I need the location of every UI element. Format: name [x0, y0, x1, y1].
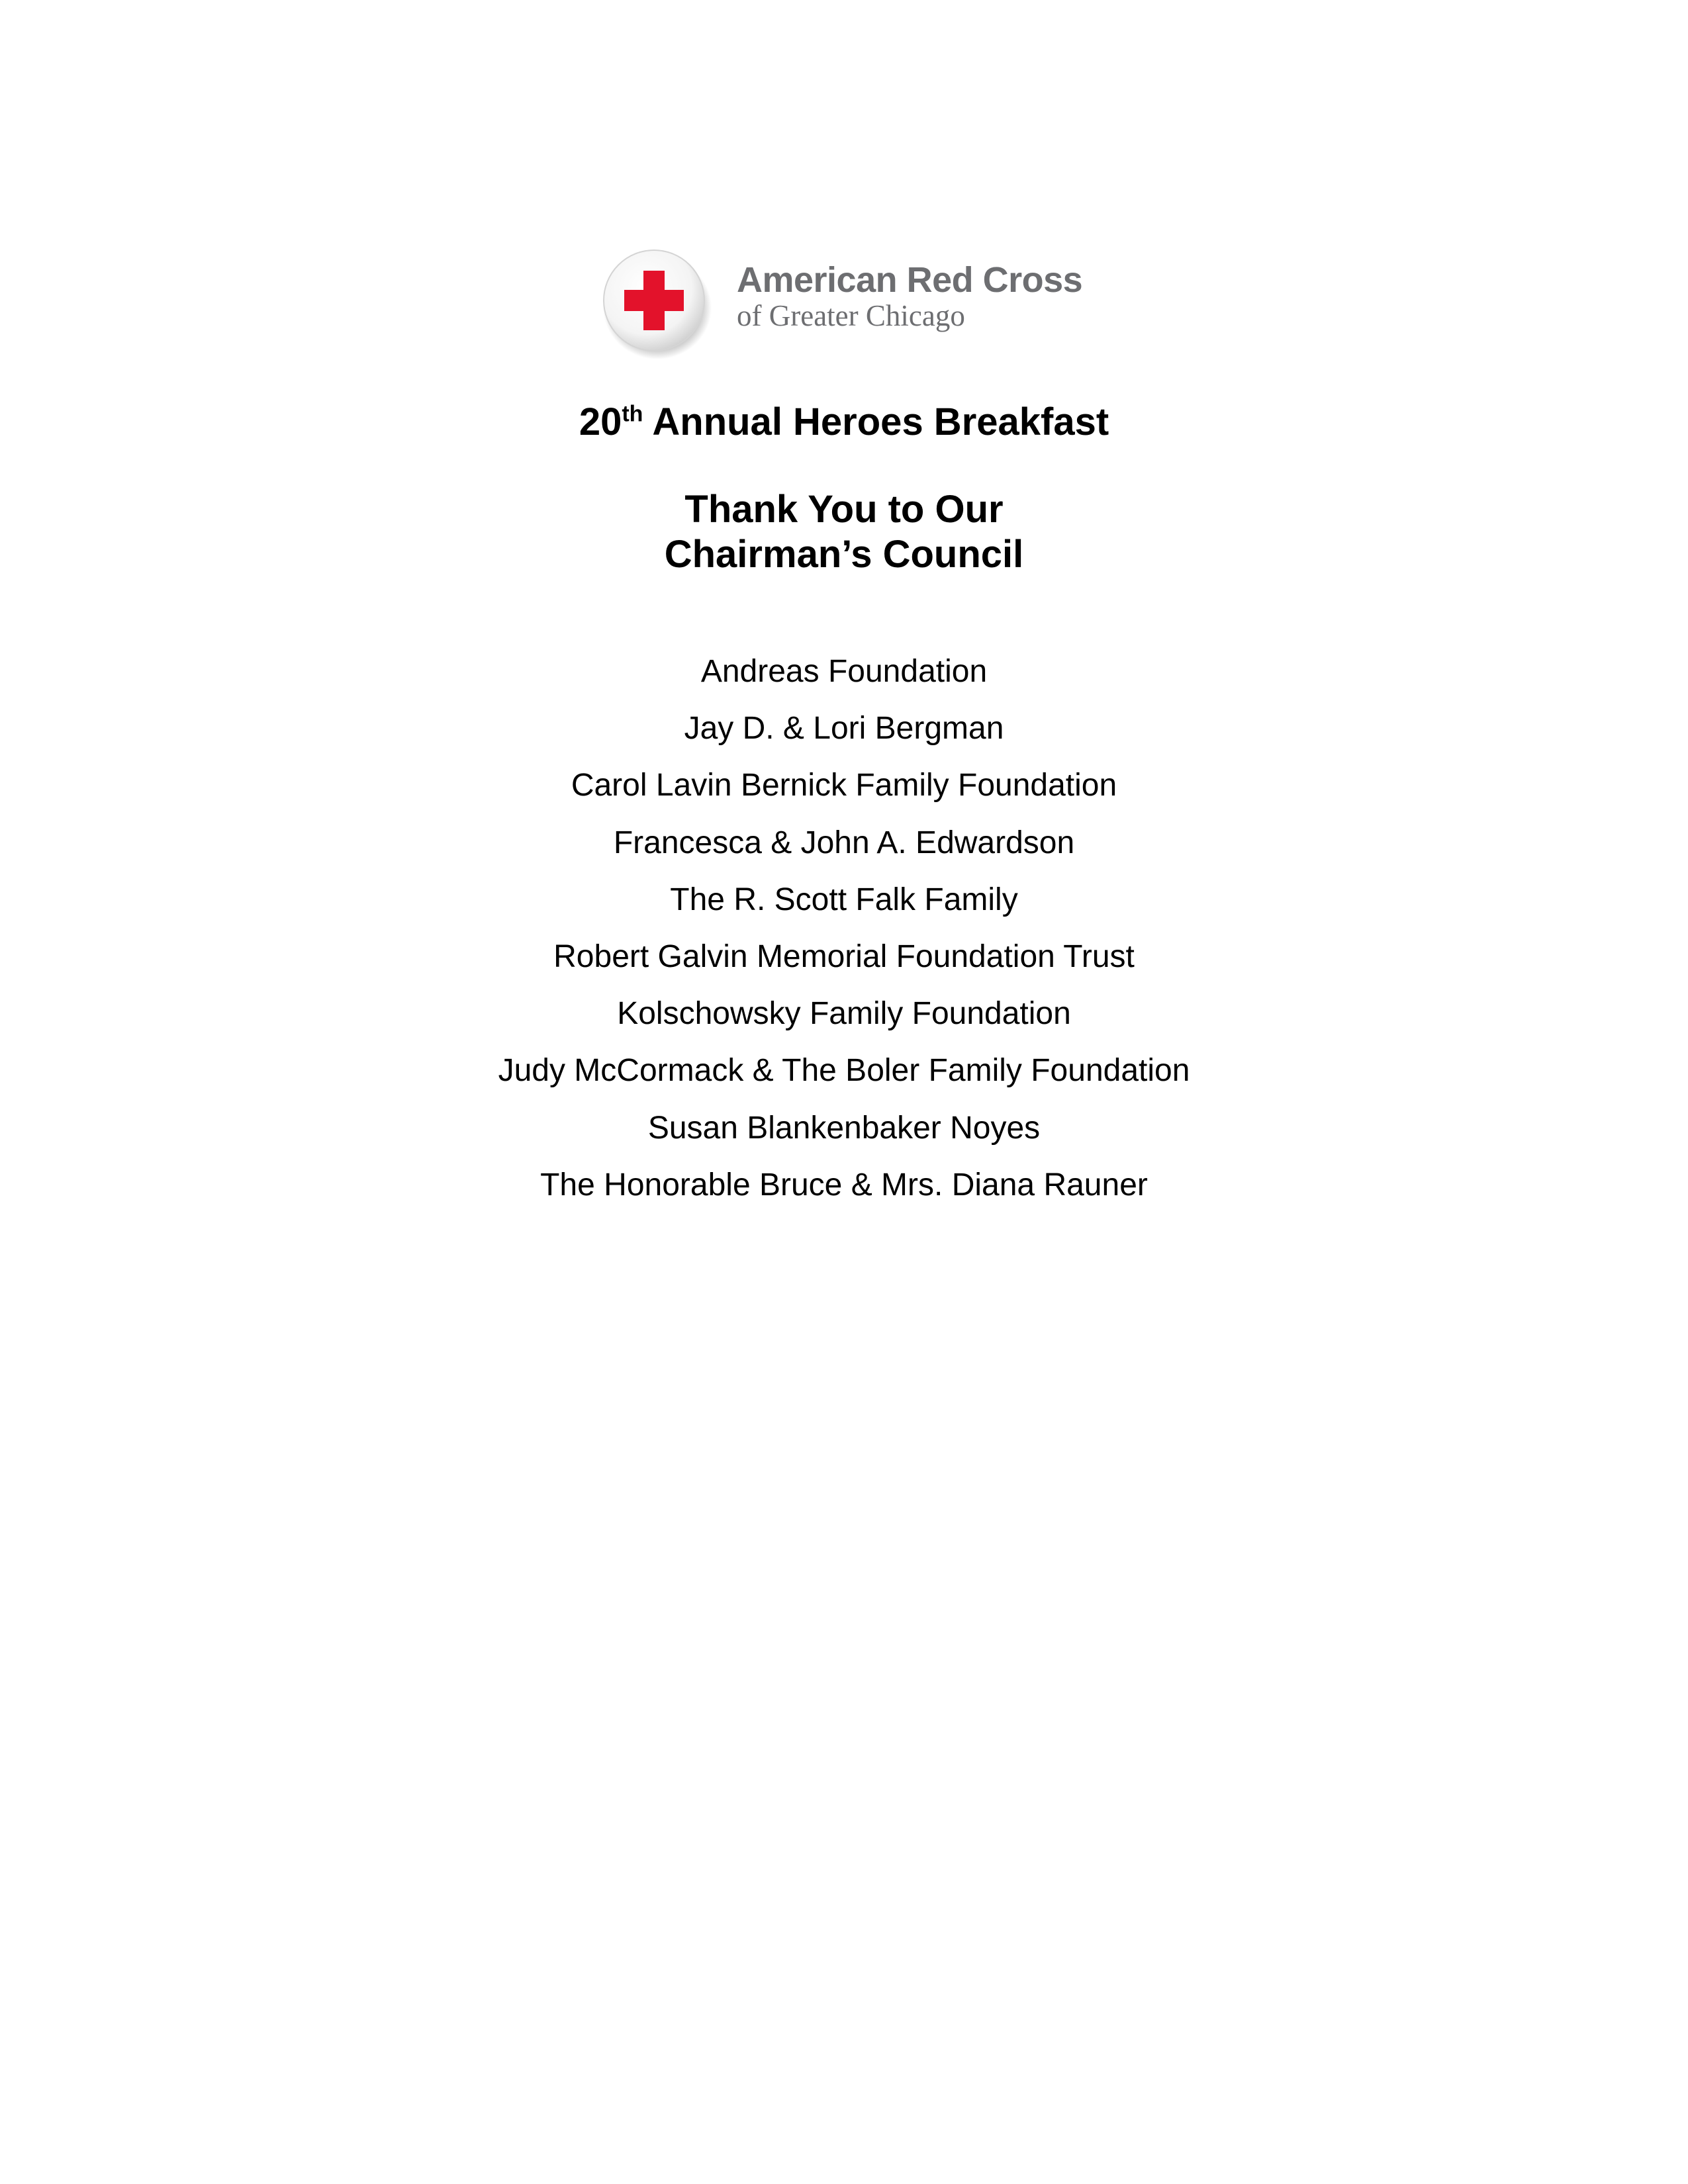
donor-name: Jay D. & Lori Bergman: [684, 711, 1004, 747]
donor-name: Kolschowsky Family Foundation: [617, 996, 1071, 1032]
donor-name: Carol Lavin Bernick Family Foundation: [571, 768, 1117, 803]
donor-list: [0, 643, 1688, 1214]
donor-name: Judy McCormack & The Boler Family Foundation: [498, 1053, 1190, 1089]
donor-name: Francesca & John A. Edwardson: [613, 825, 1075, 860]
event-ordinal-suffix: th: [622, 401, 643, 427]
donor-name: Andreas Foundation: [700, 654, 988, 689]
red-cross-icon: [599, 246, 712, 359]
logo-wordmark: [737, 261, 1082, 332]
organization-logo: [599, 246, 1102, 365]
donor-name: Robert Galvin Memorial Foundation Trust: [553, 938, 1135, 974]
event-title: [0, 400, 1688, 444]
donor-name: Susan Blankenbaker Noyes: [647, 1110, 1041, 1146]
council-heading: Chairman’s Council: [664, 533, 1024, 576]
logo-name: American Red Cross: [737, 260, 1083, 300]
donor-name: The Honorable Bruce & Mrs. Diana Rauner: [540, 1167, 1148, 1203]
thank-you-heading: Thank You to Our: [684, 488, 1004, 531]
event-title-text: Annual Heroes Breakfast: [643, 400, 1109, 443]
event-ordinal-number: 20: [579, 400, 622, 443]
donor-name: The R. Scott Falk Family: [670, 882, 1018, 917]
logo-subtitle: of Greater Chicago: [737, 299, 965, 332]
